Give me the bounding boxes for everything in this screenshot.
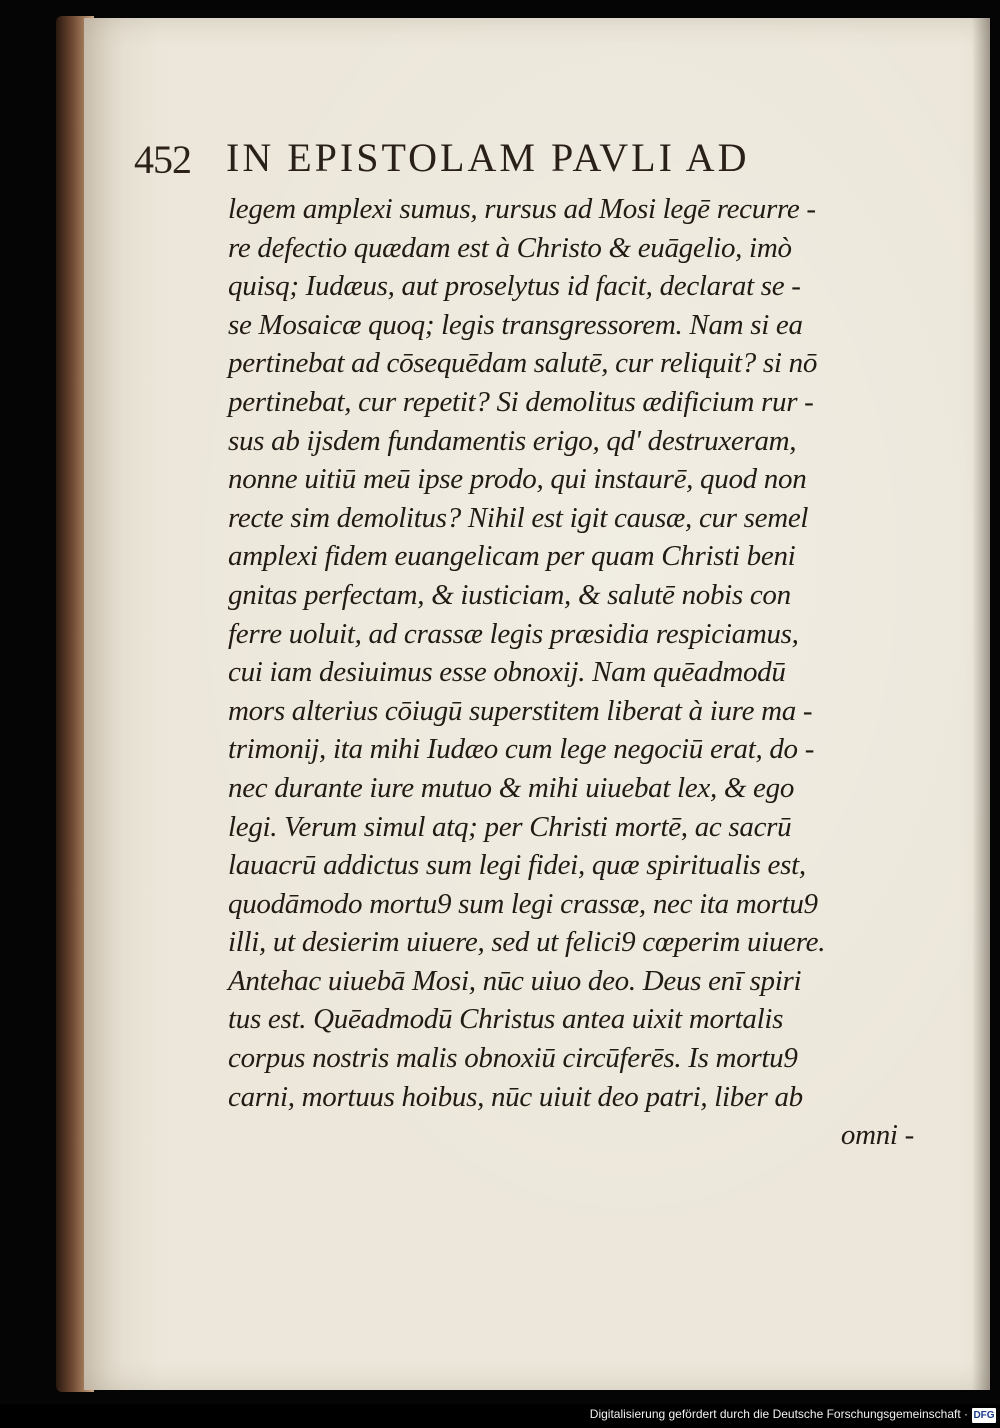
text-line: ferre uoluit, ad crassæ legis præsidia respiciamus,	[228, 617, 799, 650]
text-line: corpus nostris malis obnoxiū circūferēs. Is mortu9	[228, 1042, 798, 1075]
text-line: legi. Verum simul atq; per Christi mortē, ac sacrū	[228, 810, 792, 843]
text-line: recte sim demolitus? Nihil est igit causæ, cur semel	[228, 501, 809, 534]
text-line: quodāmodo mortu9 sum legi crassæ, nec ita mortu9	[228, 887, 818, 920]
text-line: se Mosaicæ quoq; legis transgressorem. Nam si ea	[228, 308, 803, 341]
footer-bar	[0, 1404, 1000, 1428]
text-line: pertinebat, cur repetit? Si demolitus ædificium rur -	[228, 385, 814, 418]
text-line: amplexi fidem euangelicam per quam Christi beni	[228, 540, 796, 573]
text-line: carni, mortuus hoibus, nūc uiuit deo patri, liber ab	[228, 1080, 803, 1113]
text-line: illi, ut desierim uiuere, sed ut felici9 cœperim uiuere.	[228, 926, 826, 959]
running-head: IN EPISTOLAM PAVLI AD	[226, 135, 750, 180]
text-line: tus est. Quēadmodū Christus antea uixit mortalis	[228, 1003, 784, 1036]
text-line: legem amplexi sumus, rursus ad Mosi legē recurre -	[228, 193, 816, 225]
page-header	[134, 124, 914, 184]
text-line: re defectio quædam est à Christo & euāgelio, imò	[228, 231, 792, 264]
text-line: pertinebat ad cōsequēdam salutē, cur reliquit? si nō	[228, 347, 818, 380]
text-line: nec durante iure mutuo & mihi uiuebat lex, & ego	[228, 771, 795, 804]
text-line: lauacrū addictus sum legi fidei, quæ spiritualis est,	[228, 849, 806, 882]
spine-shadow	[972, 18, 990, 1390]
text-line: sus ab ijsdem fundamentis erigo, qd' destruxeram,	[228, 424, 797, 457]
text-block	[228, 190, 944, 1155]
text-line: cui iam desiuimus esse obnoxij. Nam quēadmodū	[228, 656, 786, 689]
catchword: omni -	[840, 1119, 914, 1152]
text-line: mors alterius cōiugū superstitem liberat à iure ma -	[228, 694, 813, 727]
page-number: 452	[134, 137, 191, 182]
text-line: gnitas perfectam, & iusticiam, & salutē nobis con	[228, 578, 791, 611]
text-line: Antehac uiuebā Mosi, nūc uiuo deo. Deus enī spiri	[228, 964, 802, 997]
text-line: nonne uitiū meū ipse prodo, qui instaurē, quod non	[228, 463, 807, 496]
dfg-logo-icon: DFG	[973, 1410, 995, 1421]
text-line: quisq; Iudæus, aut proselytus id facit, declarat se -	[228, 270, 801, 303]
text-line: trimonij, ita mihi Iudæo cum lege negociū erat, do -	[228, 733, 815, 766]
funding-credit: Digitalisierung gefördert durch die Deutsche Forschungsgemeinschaft ·	[589, 1407, 968, 1421]
